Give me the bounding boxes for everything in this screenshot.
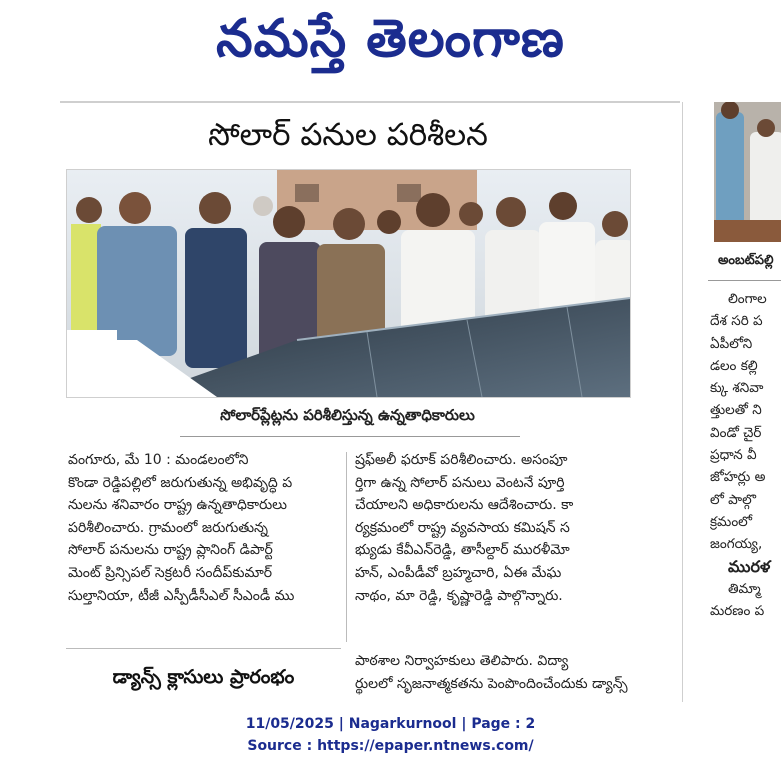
article-line: పాఠశాల నిర్వాహకులు తెలిపారు. విద్యా (355, 653, 569, 669)
column-separator (346, 452, 347, 642)
article-column-middle (355, 449, 630, 607)
adjacent-line: దేశ సరి ప (710, 313, 763, 330)
page-footer (0, 713, 781, 757)
adjacent-photo-image (714, 102, 781, 242)
masthead (0, 0, 781, 80)
section-divider (66, 648, 341, 649)
adjacent-line: మరణం ప (710, 603, 765, 620)
article-line: హన్, ఎంపీడీవో బ్రహ్మచారి, ఏఈ మేఘ (355, 564, 562, 581)
article-line: సుల్తానియా, టీజీ ఎస్పీడీసీఎల్ సీఎండీ ము (68, 587, 295, 604)
solar-inspection-photo (67, 170, 630, 397)
article-line: నాథం, మా రెడ్డి, కృష్ణారెడ్డి పాల్గొన్నారు. (355, 587, 563, 604)
adjacent-line: విండో చైర్ (710, 424, 762, 441)
second-article-column (355, 650, 630, 695)
article-line: వంగూరు, మే 10 : మండలంలోని (68, 452, 249, 468)
article-line: కొండా రెడ్డిపల్లిలో జరుగుతున్న అభివృద్ధి ప (68, 474, 293, 491)
adjacent-line: త్తులతో ని (710, 402, 762, 419)
article-photo (66, 169, 631, 398)
adjacent-line: ప్రధాన వీ (710, 447, 757, 464)
article-headline: సోలార్ పనుల పరిశీలన (208, 117, 488, 153)
article-line: సోలార్ పనులను రాష్ట్ర ప్లానింగ్ డిపార్ట్ (68, 542, 273, 559)
adjacent-line: ఏపీలోని (710, 335, 753, 352)
second-article-headline: డ్యాన్స్ క్లాసులు ప్రారంభం (112, 666, 295, 688)
adjacent-line: లింగాల (728, 291, 767, 307)
column-divider (682, 102, 683, 702)
adjacent-subhead: మురళ (728, 556, 771, 576)
edition-info: 11/05/2025 | Nagarkurnool | Page : 2 (245, 716, 536, 732)
photo-caption: సోలార్‌ప్లేట్లను పరిశీలిస్తున్న ఉన్నతాధికారులు (220, 406, 475, 424)
adjacent-text (710, 288, 781, 622)
article-line: మెంట్ ప్రిన్సిపల్ సెక్రటరీ సందీప్‌కుమార్ (68, 564, 273, 581)
article-line: ర్తిగా ఉన్న సోలార్ పనులు వెంటనే పూర్తి (355, 474, 565, 491)
newspaper-title: నమస్తే తెలంగాణ (216, 9, 565, 69)
article-line: ష్రఫ్‌అలీ ఫరూక్ పరిశీలించారు. అసంపూ (355, 452, 568, 468)
caption-underline (180, 436, 520, 437)
article-line: నులను శనివారం రాష్ట్ర ఉన్నతాధికారులు (68, 497, 287, 514)
adjacent-line: లో పాల్గొ (710, 491, 756, 508)
article-line: ర్థులలో సృజనాత్మకతను పెంపొందించేందుకు డ్యాన్స్ (355, 675, 628, 692)
adjacent-line: క్రమంలో (710, 513, 753, 530)
adjacent-photo (714, 102, 781, 242)
divider (60, 101, 680, 103)
adjacent-caption-underline (708, 280, 781, 281)
adjacent-line: జంగయ్య, (710, 536, 763, 553)
adjacent-article (704, 0, 781, 700)
article-line: భ్యుడు కేవీఎన్‌రెడ్డి, తాసీల్దార్ మురళీమో (355, 542, 570, 559)
article-line: పరిశీలించారు. గ్రామంలో జరుగుతున్న (68, 519, 269, 536)
adjacent-line: డలం కల్లి (710, 357, 758, 374)
adjacent-line: జోహర్లు అ (710, 469, 766, 486)
adjacent-caption: అంబట్‌పల్లి (718, 253, 774, 268)
adjacent-line: తిమ్మా (728, 580, 761, 597)
article-line: ర్యక్రమంలో రాష్ట్ర వ్యవసాయ కమిషన్ స (355, 519, 570, 536)
adjacent-line: క్కు శనివా (710, 380, 764, 397)
source-link[interactable]: Source : https://epaper.ntnews.com/ (247, 738, 534, 754)
article-line: చేయాలని అధికారులను ఆదేశించారు. కా (355, 497, 574, 514)
article-column-left (68, 449, 340, 607)
